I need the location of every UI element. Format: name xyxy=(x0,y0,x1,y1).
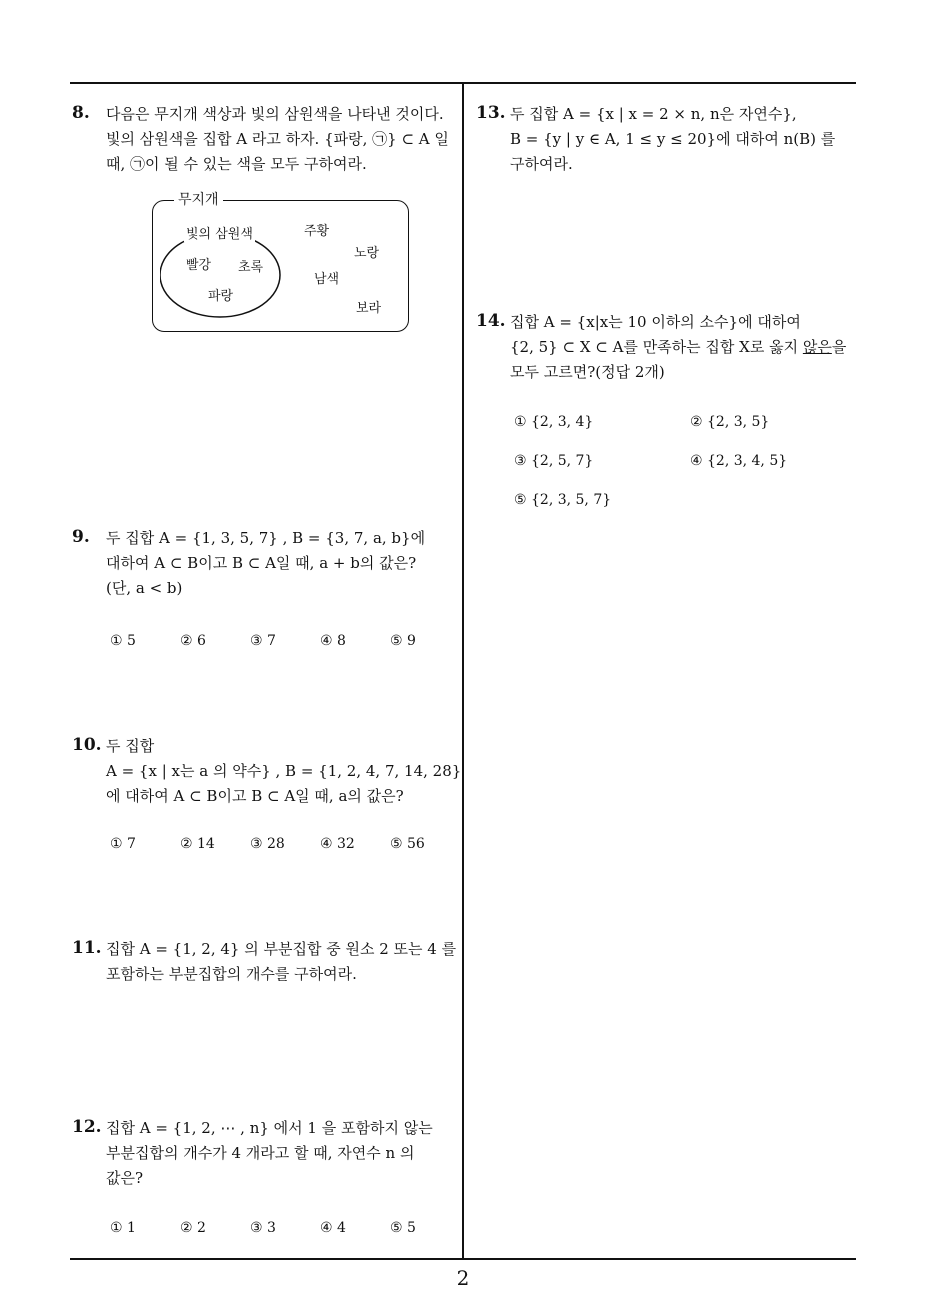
q8-text xyxy=(106,102,449,177)
q12-text xyxy=(106,1116,433,1191)
q12-choice-4[interactable]: ④ 4 xyxy=(320,1220,346,1236)
q12-choice-3[interactable]: ③ 3 xyxy=(250,1220,276,1236)
label-yellow: 노랑 xyxy=(354,246,380,261)
q14-line-2-start: {2, 5} ⊂ X ⊂ A를 만족하는 집합 X로 옳지 xyxy=(510,338,803,356)
label-green: 초록 xyxy=(238,260,264,275)
q12-choice-5[interactable]: ⑤ 5 xyxy=(390,1220,416,1236)
q10-choice-1[interactable]: ① 7 xyxy=(110,836,136,852)
q14-choice-5[interactable]: ⑤ {2, 3, 5, 7} xyxy=(514,492,612,508)
q8-number: 8. xyxy=(72,103,90,123)
label-indigo: 남색 xyxy=(314,272,340,287)
q10-choice-5[interactable]: ⑤ 56 xyxy=(390,836,425,852)
q12-choice-1[interactable]: ① 1 xyxy=(110,1220,136,1236)
q10-choice-4[interactable]: ④ 32 xyxy=(320,836,355,852)
q12-line-1: 집합 A = {1, 2, ⋯ , n} 에서 1 을 포함하지 않는 xyxy=(106,1119,433,1137)
q8-line-1: 다음은 무지개 색상과 빛의 삼원색을 나타낸 것이다. xyxy=(106,105,444,123)
q9-choice-3[interactable]: ③ 7 xyxy=(250,633,276,649)
q14-line-1: 집합 A = {x|x는 10 이하의 소수}에 대하여 xyxy=(510,313,801,331)
q14-choice-2[interactable]: ② {2, 3, 5} xyxy=(690,414,770,430)
label-blue: 파랑 xyxy=(208,289,234,304)
q14-choice-1[interactable]: ① {2, 3, 4} xyxy=(514,414,594,430)
q9-choice-4[interactable]: ④ 8 xyxy=(320,633,346,649)
label-orange: 주황 xyxy=(304,224,330,239)
q14-underlined-word: 않은 xyxy=(802,338,832,356)
q11-number: 11. xyxy=(72,938,102,958)
q13-line-3: 구하여라. xyxy=(510,155,573,173)
q8-line-2: 빛의 삼원색을 집합 A 라고 하자. {파랑, ㉠} ⊂ A 일 xyxy=(106,130,449,148)
q9-number: 9. xyxy=(72,527,90,547)
q14-text xyxy=(510,310,846,385)
q14-choice-3[interactable]: ③ {2, 5, 7} xyxy=(514,453,594,469)
q12-line-3: 값은? xyxy=(106,1169,144,1187)
q11-line-1: 집합 A = {1, 2, 4} 의 부분집합 중 원소 2 또는 4 를 xyxy=(106,940,457,958)
q12-choice-2[interactable]: ② 2 xyxy=(180,1220,206,1236)
q12-number: 12. xyxy=(72,1117,102,1137)
q10-line-1: 두 집합 xyxy=(106,737,155,755)
q13-text xyxy=(510,102,835,177)
q13-line-2: B = {y | y ∈ A, 1 ≤ y ≤ 20}에 대하여 n(B) 를 xyxy=(510,130,836,148)
q11-text xyxy=(106,937,456,987)
q10-line-2: A = {x | x는 a 의 약수} , B = {1, 2, 4, 7, 14, 28} xyxy=(106,762,462,780)
q9-line-1: 두 집합 A = {1, 3, 5, 7} , B = {3, 7, a, b}에 xyxy=(106,529,426,547)
q9-line-3: (단, a < b) xyxy=(106,579,183,597)
q9-line-2: 대하여 A ⊂ B이고 B ⊂ A일 때, a + b의 값은? xyxy=(106,554,417,572)
q14-line-3: 모두 고르면?(정답 2개) xyxy=(510,363,665,381)
label-red: 빨강 xyxy=(186,258,212,273)
q13-number: 13. xyxy=(476,103,506,123)
q10-number: 10. xyxy=(72,735,102,755)
page-number: 2 xyxy=(456,1266,470,1290)
column-divider xyxy=(462,82,464,1259)
q13-line-1: 두 집합 A = {x | x = 2 × n, n은 자연수}, xyxy=(510,105,797,123)
label-violet: 보라 xyxy=(356,301,382,316)
q14-number: 14. xyxy=(476,311,506,331)
q9-choice-2[interactable]: ② 6 xyxy=(180,633,206,649)
q9-choice-5[interactable]: ⑤ 9 xyxy=(390,633,416,649)
q14-choice-4[interactable]: ④ {2, 3, 4, 5} xyxy=(690,453,788,469)
q8-line-3: 때, ㉠이 될 수 있는 색을 모두 구하여라. xyxy=(106,155,367,173)
q10-text xyxy=(106,734,461,809)
q10-line-3: 에 대하여 A ⊂ B이고 B ⊂ A일 때, a의 값은? xyxy=(106,787,404,805)
q11-line-2: 포함하는 부분집합의 개수를 구하여라. xyxy=(106,965,357,983)
q14-line-2 xyxy=(510,335,846,360)
q9-text xyxy=(106,526,425,601)
circle-title: 빛의 삼원색 xyxy=(184,223,255,242)
q14-line-2-end: 을 xyxy=(831,338,847,356)
q12-line-2: 부분집합의 개수가 4 개라고 할 때, 자연수 n 의 xyxy=(106,1144,415,1162)
q9-choice-1[interactable]: ① 5 xyxy=(110,633,136,649)
rainbow-box-title: 무지개 xyxy=(174,189,223,209)
q10-choice-3[interactable]: ③ 28 xyxy=(250,836,285,852)
q10-choice-2[interactable]: ② 14 xyxy=(180,836,215,852)
